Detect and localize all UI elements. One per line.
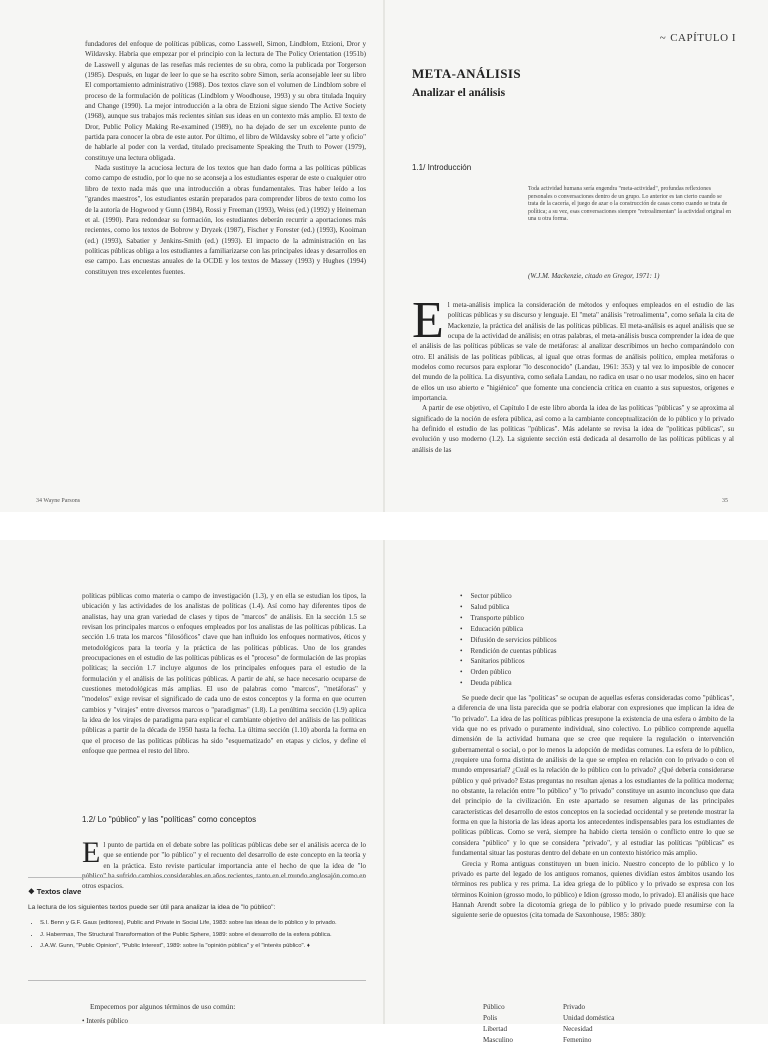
list-item: • Interés público xyxy=(82,1017,128,1025)
list-item: • J.A.W. Gunn, "Public Opinion", "Public Interest", 1989: sobre la "opinión pública" y el "interés público". ♦ xyxy=(40,943,366,951)
book-gutter xyxy=(383,0,385,512)
left-page-body xyxy=(82,591,366,757)
book-gutter xyxy=(383,540,385,1024)
terms-bullet-list xyxy=(460,591,557,689)
list-item: • Sanitarios públicos xyxy=(460,656,557,667)
chapter-label: ~ CAPÍTULO I xyxy=(659,32,736,44)
left-page-body xyxy=(85,39,366,277)
box-title: ❖ Textos clave xyxy=(28,887,82,896)
chapter-title: META-ANÁLISIS xyxy=(412,66,521,81)
paragraph-with-dropcap: El punto de partida en el debate sobre las políticas públicas debe ser el análisis acerca de lo que se entiende por "lo público" y el recuento del desarrollo de este concepto en la teoría y en la práctica. Esto reviste particular importancia ante el hecho de que la idea de "lo otros espacios. xyxy=(82,836,366,891)
table-row: Público Privado xyxy=(483,1003,586,1011)
right-page-body xyxy=(452,693,734,921)
dropcap: E xyxy=(82,836,101,869)
right-page-body xyxy=(412,292,734,455)
list-item: • Educación pública xyxy=(460,624,557,635)
paragraph-with-dropcap: El meta-análisis implica la consideración de métodos y enfoques empleados en el estudio de las políticas públicas y su discurso y lenguaje. El "meta" análisis "retroalimenta", como señala la cita de Mackenzie, la práctica del análisis de las políticas públicas. El meta-análisis es aquel análisis que se ocupa de la actividad de análisis; en otras palabras, el meta-análisis busca comprender la idea de que el análisis de las políticas públicas se vale de metáforas: al analizar describimos un hecho comparándolo con otro. El análisis de las políticas públicas, al igual que otras formas de análisis político, emplea metáforas o modelos como recursos para explorar "lo desconocido" (Landau, 1961: 353) y tal vez lo imposible de conocer del mundo de la política. La disyuntiva, como señala Landau, no radica en usar o no usar modelos, sino en hacer de ellos un uso abierto e "higiénico" que fomente una conciencia crítica en cuanto a sus supuestos, orígenes e importancia. xyxy=(412,292,734,403)
dropcap: E xyxy=(412,292,444,349)
section-body xyxy=(82,836,366,892)
list-item: • Transporte público xyxy=(460,613,557,624)
list-item: • Salud pública xyxy=(460,602,557,613)
epigraph-citation: (W.J.M. Mackenzie, citado en Gregor, 1971: 1) xyxy=(528,272,660,280)
key-texts-list xyxy=(28,920,366,951)
list-item: • S.I. Benn y G.F. Gaus (editores), Public and Private in Social Life, 1983: sobre las ideas de lo público y lo privado. xyxy=(40,920,366,928)
top-page-spread xyxy=(0,0,768,512)
box-rule-top xyxy=(28,877,366,878)
list-item: • Rendición de cuentas públicas xyxy=(460,646,557,657)
paragraph: A partir de ese objetivo, el Capítulo I de este libro aborda la idea de las políticas "públicas" y se aproxima al significado de la noción de esfera pública, así como a la cambiante conceptualización de lo público y lo privado ha definido el estudio de las políticas "públicas". Más adelante se revisa la idea de "políticas públicas", su evolución y uso moderno (1.2). La siguiente sección está dedicada al desarrollo de las políticas públicas y al análisis de las xyxy=(412,404,734,454)
bottom-page-spread xyxy=(0,512,768,1044)
epigraph: Toda actividad humana sería engendra "meta-actividad", profundas reflexiones personales o conversaciones dentro de un grupo. Lo anterior es tan cierto cuando se trata de la cacería, el juego de azar o la construcción de casas como cuando se trata de política; a su vez, esas conversaciones siempre "retroalimentan" la actividad original en una u otra forma. xyxy=(528,186,732,223)
list-item: • Orden público xyxy=(460,667,557,678)
chapter-subtitle: Analizar el análisis xyxy=(412,87,506,99)
paragraph: Grecia y Roma antiguas constituyen un buen inicio. Nuestro concepto de lo público y lo privado es parte del legado de los antiguos romanos, quienes dividían estos ámbitos usando los términos res publica y res prima. La idea griega de lo público y lo privado se expresa con los términos Koinion (grosso modo, lo público) e Idion (grosso modo, lo privado). El análisis que hace Hannah Arendt sobre la dicotomía griega de lo público y lo privado puede resumirse con la siguiente serie de opuestos (cita tomada de Saxonhouse, 1985: 380): xyxy=(452,859,734,920)
paragraph: Nada sustituye la acuciosa lectura de los textos que han dado forma a las políticas públicas como campo de estudio, por lo que no se aconseja a los estudiantes esperar de este o cualquier otro libro de texto nada más que una introducción a obras fundamentales. Tras haber leído a los "grandes maestros", los estudiantes estarán preparados para comprender libros de texto como los de la autoría de Hogwood y Gunn (1984), Rossi y Freeman (1993), Weiss (ed.) (1992) y Heineman et al. (1990). Para redondear su formación, los estudiantes deberán recurrir a aportaciones más recientes, como los textos de Bobrow y Dryzek (1987), Fischer y Forester (ed.) (1993), Kooiman (ed.) (1993), Sabatier y Jenkins-Smith (ed.) (1993). El impacto de la administración en las políticas públicas obliga a los estudiantes a familiarizarse con las principales ideas y desarrollos en ese campo. Las encuestas anuales de la OCDE y los textos de Massey (1993) y Hughes (1994) constituyen tres excelentes fuentes. xyxy=(85,164,366,276)
box-intro: La lectura de los siguientes textos puede ser útil para analizar la idea de "lo público": xyxy=(28,904,276,911)
list-item: • J. Habermas, The Structural Transformation of the Public Sphere, 1989: sobre el desarrollo de la esfera pública. xyxy=(40,932,366,940)
table-row: Polis Unidad doméstica xyxy=(483,1013,615,1022)
box-rule-bottom xyxy=(28,980,366,981)
key-texts-box xyxy=(28,887,366,955)
paragraph: Se puede decir que las "políticas" se ocupan de aquellas esferas consideradas como "públicas", a diferencia de una lista parecida que se podría elaborar con expresiones que implican la idea de "lo privado". La idea de las políticas públicas presupone la existencia de una esfera o ámbito de la vida que no es privado o puramente individual, sino colectivo. Lo público comprende aquella dimensión de la actividad humana que se cree que requiere la regulación o intervención gubernamental o social, o por lo menos la adopción de medidas comunes. La esfera de lo público, ¿requiere una forma distinta de análisis de la que se emplea en relación con lo privado o con el mundo empresarial? ¿Cuál es la relación de lo público con lo privado? ¿Qué debería considerarse público y qué privado? Estas preguntas no resultan ajenas a los estudiantes de la política moderna; no obstante, la relación entre "lo público" y "lo privado" constituye un asunto inconcluso que data del principio de la civilización. En este apartado se resumen algunas de las principales características del desarrollo de estos conceptos en la sociedad occidental y se pretende mostrar la forma en que la historia de las ideas aporta los antecedentes indispensables para los estudiantes de políticas públicas. Como se verá, siempre ha habido cierta tensión o conflicto entre lo que se considera "público" y lo que se considera "privado", y al estudiar las políticas "públicas" es fundamental situar las posturas dentro del debate en un contexto histórico más amplio. xyxy=(452,694,734,858)
opposites-table xyxy=(483,1002,614,1046)
list-item: • Difusión de servicios públicos xyxy=(460,635,557,646)
right-page-footer: 35 xyxy=(722,498,728,504)
list-item: • Sector público xyxy=(460,591,557,602)
paragraph: políticas públicas como materia o campo de investigación (1.3), y en ella se estudian los tipos, la ubicación y las actividades de los analistas de políticas (1.4). Así como hay diferentes tipos de analistas, hay una gran variedad de clases y tipos de "marcos" de análisis. En la sección 1.5 se revisan los principales marcos o enfoques empleados por los analistas de las políticas públicas. La sección 1.6 trata los marcos "filosóficos" clave que han influido los enfoques normativos, éticos y metodológicos para la teoría y la práctica de las políticas públicas. Uno de los grandes preocupaciones en el estudio de las políticas públicas es el "proceso" de formulación de las propias políticas; la sección 1.7 incluye algunos de los principales enfoques para el estudio de la formulación y el análisis de las políticas públicas. A partir de ahí, se hace necesario ocuparse de cuestiones metodológicas más amplias. El uso de palabras como "marcos", "metáforas" y "modelos" exige revisar el significado de cada uno de estos conceptos y la forma en que ocurren cambios y "virajes" entre diversos marcos o "paradigmas" (1.8). La penúltima sección (1.9) aplica la idea de los virajes de paradigma para explicar el cambiante objetivo del análisis de las políticas públicas a partir de la década de 1950 hasta la fecha. La última sección (1.10) aborda la forma en que el proceso de las políticas públicas ha sido "esquematizado" en etapas y ciclos, y define el enfoque que permea el resto del libro. xyxy=(82,592,366,756)
left-page-footer: 34 Wayne Parsons xyxy=(36,498,81,504)
terms-intro: Empecemos por algunos términos de uso común: xyxy=(90,1002,236,1011)
section-heading: 1.1/ Introducción xyxy=(412,163,472,172)
table-row: Masculino Femenino xyxy=(483,1035,592,1044)
section-heading: 1.2/ Lo "público" y las "políticas" como conceptos xyxy=(82,815,257,824)
swirl-ornament-icon: ~ xyxy=(659,32,667,44)
list-item: • Deuda pública xyxy=(460,678,557,689)
paragraph: fundadores del enfoque de políticas públicas, como Lasswell, Simon, Lindblom, Etzioni, Dror y Wildavsky. Habría que empezar por el principio con la lectura de The Policy Orientation (1951b) de Lasswell y algunas de las reseñas más recientes de su obra, como la publicada por Torgerson (1985). Después, en lugar de leer lo que se ha escrito sobre Simon, sería aconsejable leer su libro El comportamiento administrativo (1988). Dos textos clave son el volumen de Lindblom sobre el proceso de la formulación de políticas (Lindblom y Woodhouse, 1993) y su obra titulada Inquiry and Change (1990). La mejor introducción a la obra de Etzioni sigue siendo The Active Society (1968), aunque sus trabajos más recientes sitúan sus ideas en un contexto más amplio. El texto de Dror, Public Policy Making Re-examined (1989), no ha dejado de ser un excelente punto de partida para conocer la obra de este autor. Por último, el libro de Wildavsky sobre el "arte y oficio" de hablarle al poder con la verdad, titulado precisamente Speaking the Truth to Power (1979), constituye una lectura obligada. xyxy=(85,40,366,162)
table-row: Libertad Necesidad xyxy=(483,1024,593,1033)
